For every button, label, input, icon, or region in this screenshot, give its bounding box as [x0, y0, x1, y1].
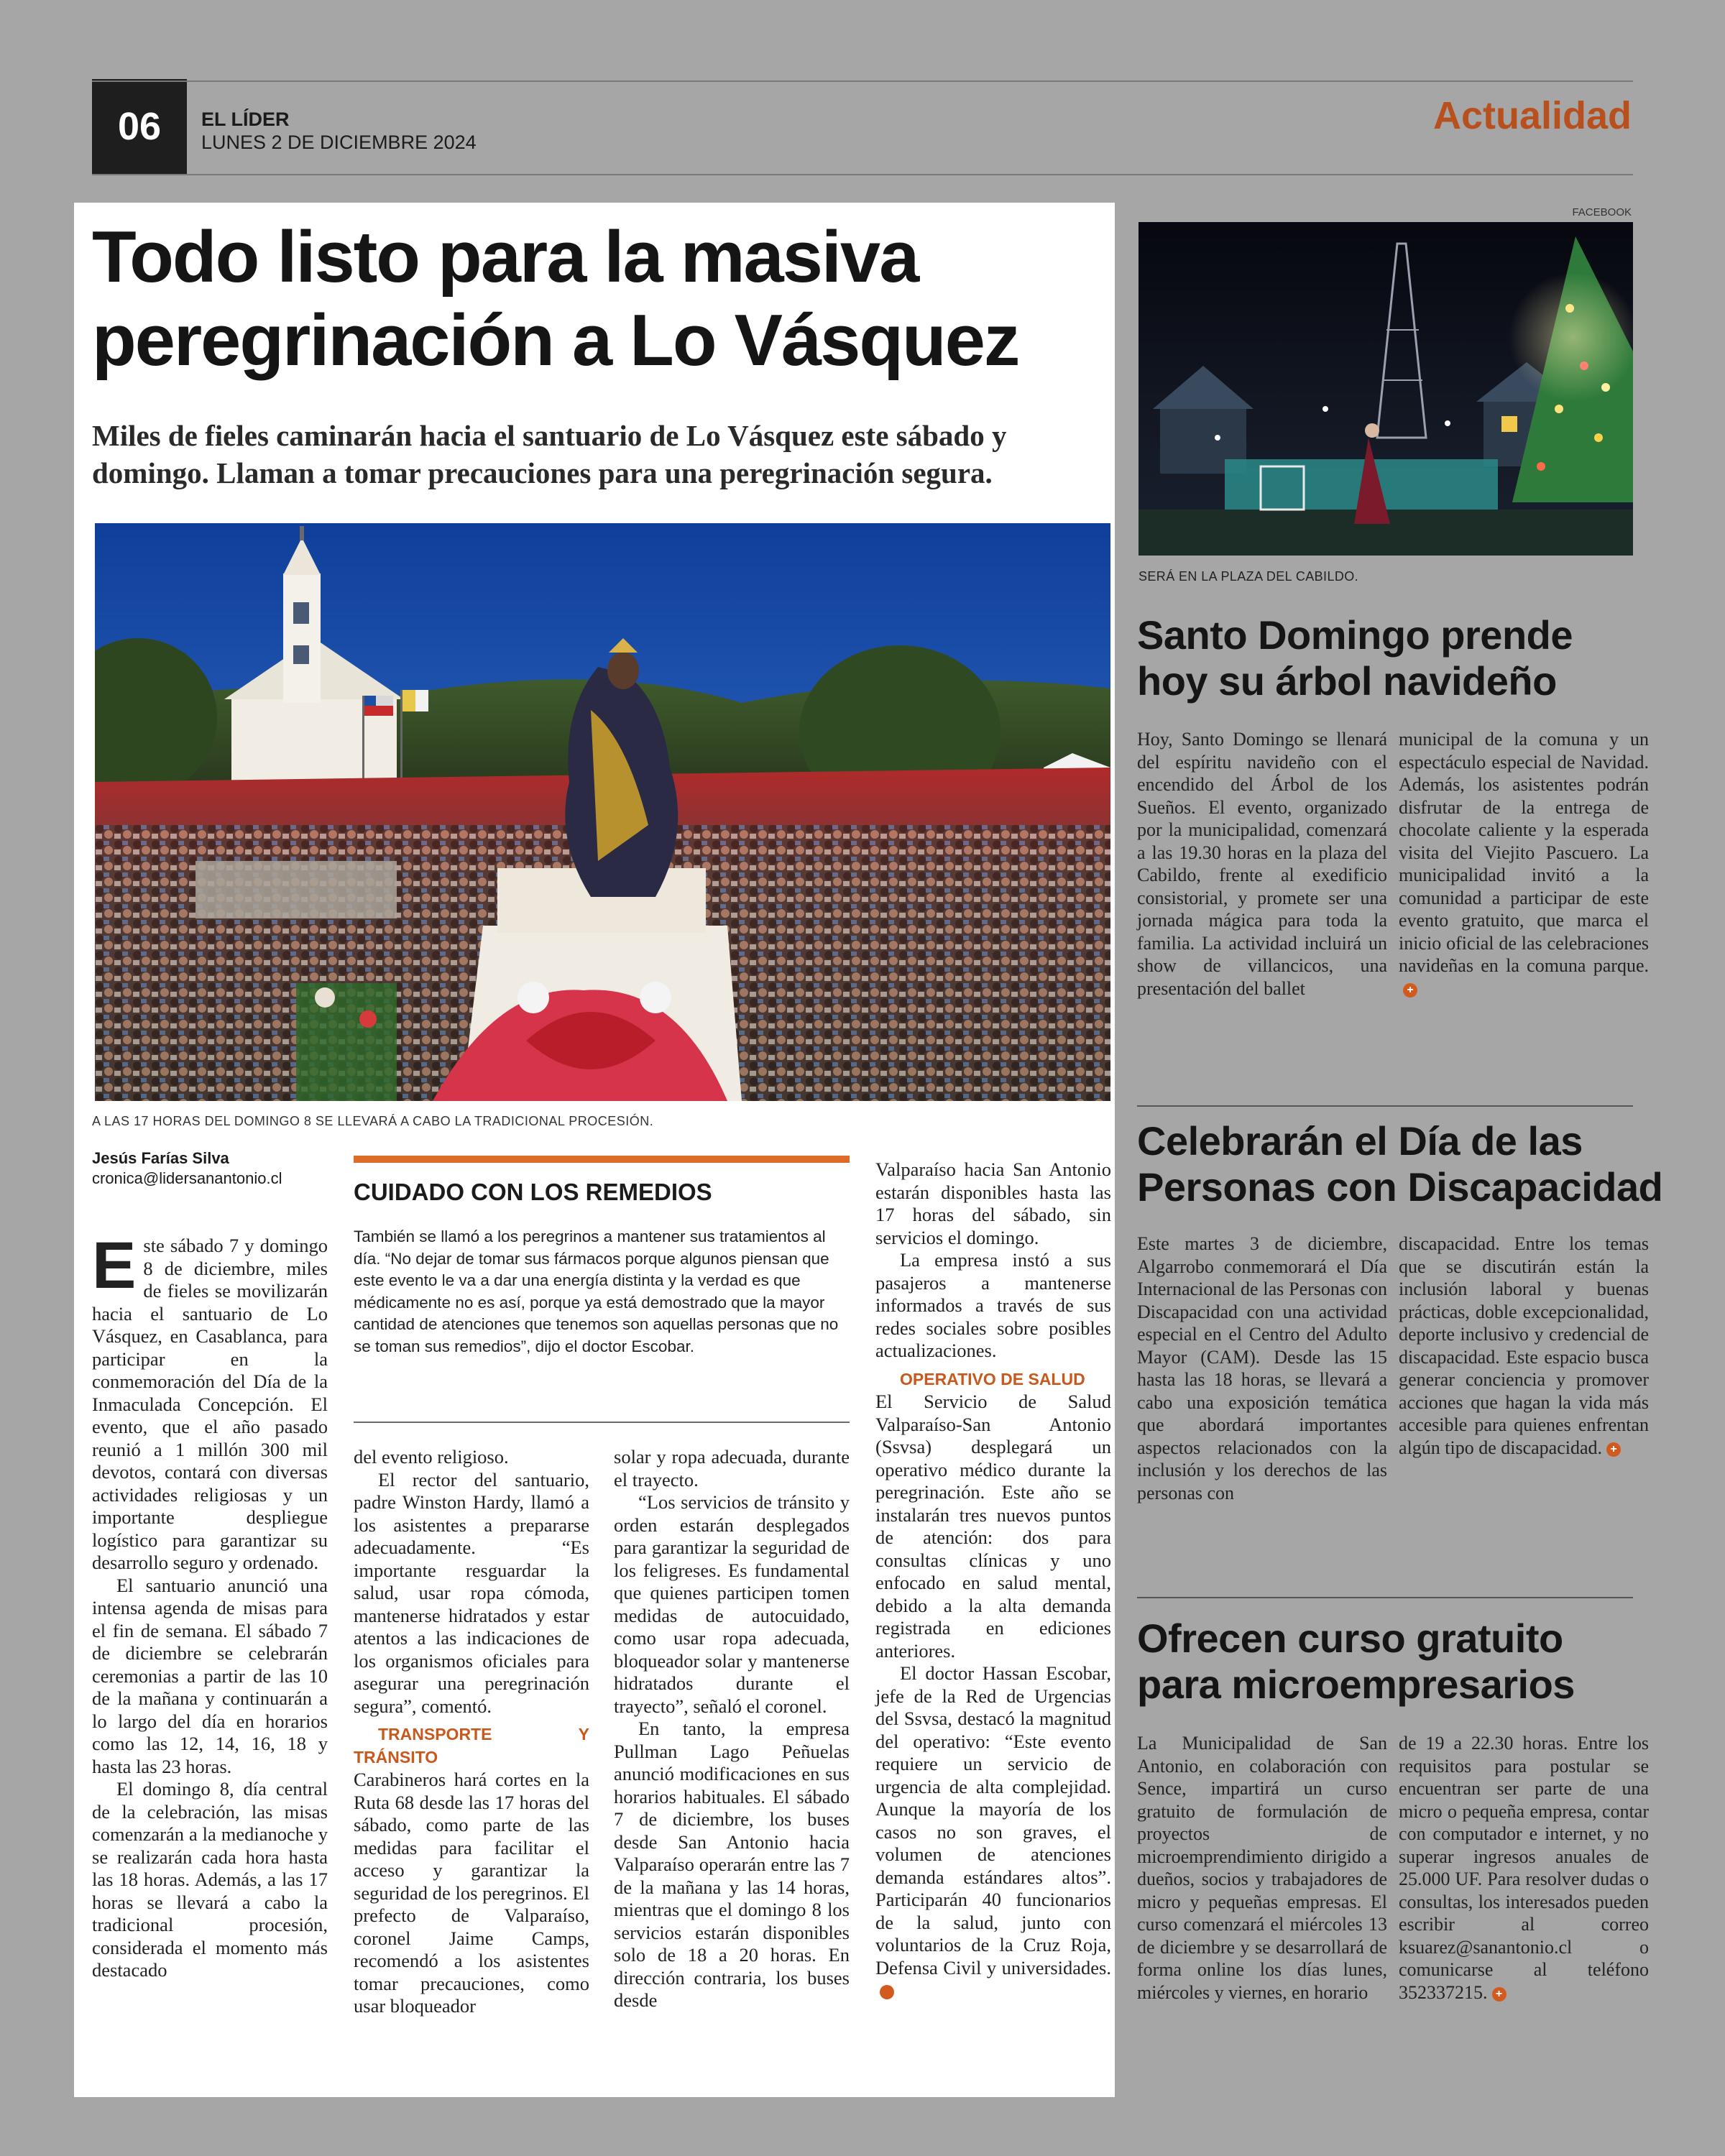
main-headline — [92, 216, 1113, 382]
photo-credit: FACEBOOK — [1572, 206, 1632, 218]
sidebox-title: CUIDADO CON LOS REMEDIOS — [354, 1179, 712, 1205]
article-paragraph — [875, 1662, 1111, 2002]
article-paragraph: La empresa instó a sus pasajeros a mantenerse informados a través de sus redes sociales sobre posibles actualizaciones. — [875, 1249, 1111, 1361]
article-column-4 — [875, 1158, 1111, 2002]
story-1-title-line-2: hoy su árbol navideño — [1137, 658, 1557, 704]
publication-info — [201, 108, 477, 154]
article-paragraph: El santuario anunció una intensa agenda de misas para el fin de semana. El sábado 7 de diciembre se celebrarán ceremonias a partir de las 10 de la mañana y continuarán a lo largo del día en horarios como las 12, 14, 16, 18 y hasta las 23 horas. — [92, 1574, 328, 1777]
article-paragraph: En tanto, la empresa Pullman Lago Peñuelas anunció modificaciones en sus horarios habituales. El sábado 7 de diciembre, los buses desde San Antonio hacia Valparaíso operarán entre las 7 de la mañana y las 14 horas, mientras que el domingo 8 los servicios estarán disponibles solo de 18 a 20 horas. En dirección contraria, los buses desde — [614, 1718, 850, 2011]
story-1-title-line-1: Santo Domingo prende — [1137, 612, 1573, 658]
lead-text: ste sábado 7 y domingo 8 de diciembre, miles de fieles se movilizarán hacia el santuario de Lo Vásquez, en Casablanca, para participar en la conmemoración del Día de la Inmaculada Concepción. El evento, que el año pasado reunió a 1 millón 300 mil devotos, contará con diversas actividades religiosas y un importante despliegue logístico para garantizar su desarrollo seguro y ordenado. — [92, 1235, 328, 1573]
article-column-1 — [92, 1229, 328, 1982]
byline-email: cronica@lidersanantonio.cl — [92, 1169, 282, 1187]
story-3-column-2 — [1399, 1732, 1649, 2004]
sidebox-text: También se llamó a los peregrinos a mantener sus tratamientos al día. “No dejar de tomar sus fármacos porque algunos piensan que este evento le va a dar una energía distinta y la verdad es que médicamente no es así, porque ya está demostrado que la mayor cantidad de atenciones que tenemos son aquellas personas que no se toman sus remedios”, dijo el doctor Escobar. — [354, 1227, 839, 1355]
article-deck — [92, 417, 1113, 492]
story-3-title — [1137, 1616, 1575, 1708]
article-paragraph: solar y ropa adecuada, durante el trayecto. — [614, 1446, 850, 1491]
end-of-story-icon: + — [1606, 1442, 1621, 1457]
end-of-article-icon: + — [880, 1985, 894, 1999]
publication-date: LUNES 2 DE DICIEMBRE 2024 — [201, 132, 477, 153]
christmas-tree-photo — [1138, 222, 1633, 556]
header-bottom-rule — [92, 174, 1633, 175]
story-divider — [1137, 1105, 1633, 1107]
article-paragraph: Valparaíso hacia San Antonio estarán disponibles hasta las 17 horas del sábado, sin servicios el domingo. — [875, 1158, 1111, 1248]
article-paragraph: del evento religioso. — [354, 1446, 509, 1468]
procession-photo — [95, 523, 1110, 1101]
byline-author: Jesús Farías Silva — [92, 1149, 229, 1167]
subhead-transporte: TRANSPORTE Y TRÁNSITO — [354, 1725, 589, 1766]
sidebox-bottom-rule — [354, 1422, 850, 1423]
photo-caption: A LAS 17 HORAS DEL DOMINGO 8 SE LLEVARÁ A CABO LA TRADICIONAL PROCESIÓN. — [92, 1114, 654, 1128]
article-paragraph — [92, 1229, 328, 1575]
publication-name: EL LÍDER — [201, 109, 290, 130]
headline-line-1: Todo listo para la masiva — [92, 217, 919, 298]
end-of-story-icon: + — [1492, 1987, 1506, 2001]
article-paragraph: El domingo 8, día central de la celebración, las misas comenzarán a la medianoche y se realizarán cada hora hasta las 18 horas. Además, a las 17 horas se llevará a cabo la tradicional procesión, considerada el momento más destacado — [92, 1778, 328, 1981]
story-2-text: discapacidad. Entre los temas que se discutirán están la inclusión laboral y buenas prácticas, doble excepcionalidad, deporte inclusivo y credencial de discapacidad. Este espacio busca generar conciencia y promover acciones que hagan la vida más accesible para quienes enfrentan algún tipo de discapacidad. — [1399, 1233, 1649, 1458]
story-1-text: municipal de la comuna y un espectáculo especial de Navidad. Además, los asistentes podrán disfrutar de la entrega de chocolate caliente y la esperada visita del Viejito Pascuero. La municipalidad invitó a la comunidad a participar de este evento gratuito, que marca el inicio oficial de las celebraciones navideñas en la comuna parque. — [1399, 729, 1649, 976]
story-divider — [1137, 1597, 1633, 1598]
drop-cap: E — [92, 1229, 137, 1302]
story-1-column-2 — [1399, 728, 1649, 1000]
closing-text: El doctor Hassan Escobar, jefe de la Red de Urgencias del Ssvsa, destacó la magnitud del operativo: “Este evento requiere un servicio de urgencia de alta complejidad. Aunque la mayoría de los casos no son graves, el volumen de atenciones demanda estándares altos”. Participarán 40 funcionarios de la salud, junto con voluntarios de la Cruz Roja, Defensa Civil y universidades. — [875, 1662, 1111, 1978]
story-2-column-2 — [1399, 1233, 1649, 1459]
story-1-title — [1137, 612, 1573, 704]
deck-line-1: Miles de fieles caminarán hacia el santuario de Lo Vásquez este sábado y — [92, 419, 1007, 452]
story-2-title-line-2: Personas con Discapacidad — [1137, 1164, 1663, 1210]
story-3-title-line-2: para microempresarios — [1137, 1662, 1575, 1707]
story-3-title-line-1: Ofrecen curso gratuito — [1137, 1616, 1563, 1661]
header-top-rule — [92, 80, 1633, 82]
deck-line-2: domingo. Llaman a tomar precauciones para una peregrinación segura. — [92, 456, 993, 489]
story-2-title-line-1: Celebrarán el Día de las — [1137, 1118, 1583, 1164]
story-3-text: de 19 a 22.30 horas. Entre los requisitos para postular se encuentran ser parte de una micro o pequeña empresa, contar con computador e internet, y no superar ingresos anuales de 25.000 UF. Para resolver dudas o consultas, los interesados pueden escribir al correo ksuarez@sanantonio.cl o comunicarse al teléfono 352337215. — [1399, 1733, 1649, 2003]
story-1-column-1: Hoy, Santo Domingo se llenará del espíritu navideño con el encendido del Árbol de los Sueños. El evento, organizado por la municipalidad, comenzará a las 19.30 horas en la plaza del Cabildo, frente al exedificio consistorial, y promete ser una jornada mágica para toda la familia. La actividad incluirá un show de villancicos, una presentación del ballet — [1137, 729, 1387, 999]
sidebox-rule — [354, 1156, 850, 1163]
byline — [92, 1148, 282, 1189]
story-2-column-1: Este martes 3 de diciembre, Algarrobo conmemorará el Día Internacional de las Personas con Discapacidad con una actividad especial en el Centro del Adulto Mayor (CAM). Desde las 15 hasta las 18 horas, se llevará a cabo una exposición temática que abordará importantes aspectos relacionados con la inclusión y los derechos de las personas con — [1137, 1233, 1387, 1503]
article-paragraph: Carabineros hará cortes en la Ruta 68 desde las 17 horas del sábado, como parte de las medidas para facilitar el acceso y garantizar la seguridad de los peregrinos. El prefecto de Valparaíso, coronel Jaime Camps, recomendó a los asistentes tomar precauciones, como usar bloqueador — [354, 1769, 589, 2017]
story-3-column-1: La Municipalidad de San Antonio, en colaboración con Sence, impartirá un curso gratuito de formulación de proyectos de microemprendimiento dirigido a dueños, socios y trabajadores de micro y pequeñas empresas. El curso comenzará el miércoles 13 de diciembre y se desarrollará de forma online los días lunes, miércoles y viernes, en horario — [1137, 1733, 1387, 2003]
article-column-3 — [614, 1446, 850, 2012]
page-number: 06 — [92, 79, 187, 174]
article-paragraph: El Servicio de Salud Valparaíso-San Antonio (Ssvsa) desplegará un operativo médico durante la peregrinación. Este año se instalarán tres nuevos puntos de atención: dos para consultas clínicas y uno enfocado en salud mental, debido a la alta demanda registrada en ediciones anteriores. — [875, 1391, 1111, 1662]
end-of-story-icon: + — [1403, 983, 1417, 998]
sidebar-photo-caption: SERÁ EN LA PLAZA DEL CABILDO. — [1138, 569, 1359, 584]
article-column-2 — [354, 1446, 589, 2018]
subhead-salud: OPERATIVO DE SALUD — [900, 1369, 1085, 1388]
article-paragraph: “Los servicios de tránsito y orden estarán desplegados para garantizar la seguridad de los feligreses. Es fundamental que quienes participen tomen medidas de autocuidado, como usar ropa adecuada, bloqueador solar y mantenerse hidratados durante el trayecto”, señaló el coronel. — [614, 1491, 850, 1717]
story-2-title — [1137, 1118, 1662, 1210]
article-paragraph: El rector del santuario, padre Winston Hardy, llamó a los asistentes a prepararse adecuadamente. “Es importante resguardar la salud, usar ropa cómoda, mantenerse hidratados y estar atentos a las indicaciones de los organismos oficiales para asegurar una peregrinación segura”, comentó. — [354, 1468, 589, 1717]
section-title: Actualidad — [1432, 94, 1632, 137]
headline-line-2: peregrinación a Lo Vásquez — [92, 300, 1019, 381]
